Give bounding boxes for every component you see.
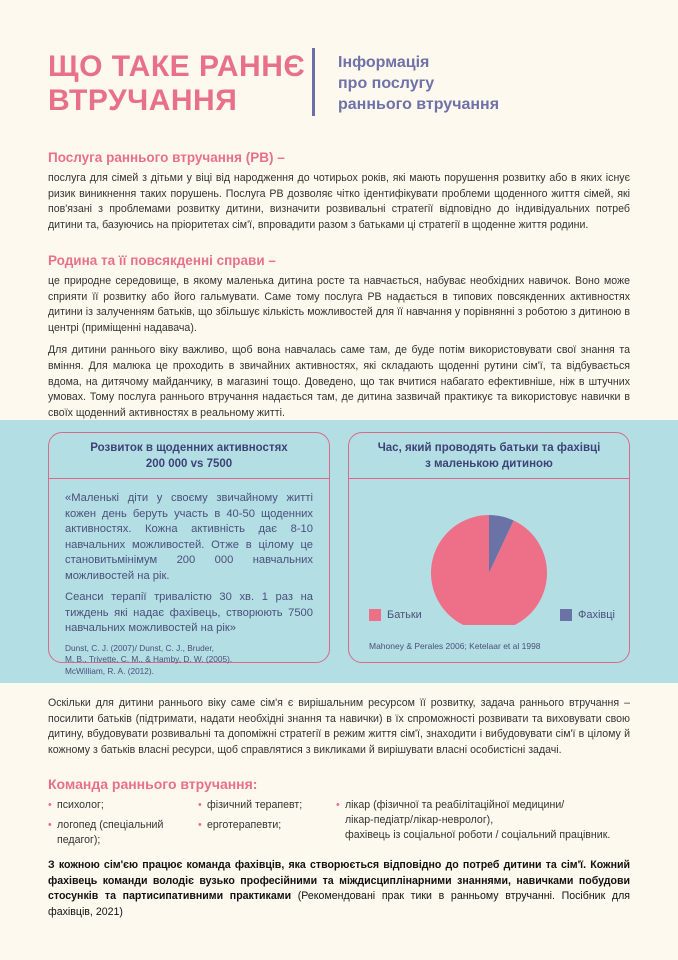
section-role: [48, 696, 630, 758]
section-family: [48, 253, 630, 421]
team-member: • логопед (спеціальний педагог);: [48, 818, 198, 848]
page-title: ЩО ТАКЕ РАННЄ ВТРУЧАННЯ: [48, 50, 306, 117]
team-member: • фізичний терапевт;: [198, 798, 336, 813]
chart-title: Час, який проводять батьки та фахівці з маленькою дитиною: [349, 433, 629, 479]
team-member: • лікар (фізичної та реабілітаційної медицини/ лікар-педіатр/лікар-невролог), фахівець із соціальної роботи / соціальний працівник.: [336, 798, 610, 843]
chart-box: [348, 432, 630, 663]
reference: Dunst, C. J. (2007)/ Dunst, C. J., Bruder, M. B., Trivette, C. M., & Hamby, D. W. (2005). McWilliam, R. A. (2012).: [65, 642, 233, 676]
box-title: Розвиток в щоденних активностях 200 000 vs 7500: [49, 433, 329, 479]
section-text: Для дитини раннього віку важливо, щоб вона навчалась саме там, де буде потім використовувати свої знання та вміння. Для малюка це проходить в звичайних активностях, які складають щоденні рутини сім'ї, та відбувається вдома, на дитячому майданчику, в магазині тощо. Доведено, що так вчитися набагато ефективніше, ніж в штучних умовах. Тому послуга раннього втручання надається там, де дитина зазвичай практикує та використовує навички в своїх щоденний активностях в реальному житті.: [48, 344, 630, 419]
quote: «Маленькі діти у своєму звичайному житті кожен день беруть участь в 40-50 щоденних активностях. Кожна активність дає 8-10 навчальних можливостей. Отже в цілому це становитьмінімум 200 000 навчальних можливостей на рік. Сеанси терапії тривалістю 30 хв. 1 раз на тиждень які надає фахівець, створюють 7500 навчальних можливостей на рік» Dunst, C. J. (2007)/ Dunst, C. J., Bruder, M. B., Trivette, C. M., & Hamby, D. W. (2005). McWilliam, R. A. (2012).: [65, 492, 313, 676]
section-text: Оскільки для дитини раннього віку саме сім'я є вирішальним ресурсом її розвитку, задача раннього втручання – посилити батьків (підтримати, надати необхідні знання та навички) в їх спроможності розвивати та виховувати свою дитину, вбудовувати розвивальні та допоміжні стратегії в режим життя сім'ї, знаходити і вибудовувати сім'ї в цілому й кожному з батьків власні ресурси, щоб справлятися з викликами й вирішувати власні особистісні задачі.: [48, 697, 630, 756]
legend-item-specialists: Фахівці: [560, 609, 615, 621]
section-heading: Послуга раннього втручання (РВ) –: [48, 150, 285, 165]
pie-slice-parents: [431, 515, 547, 625]
section-text: послуга для сімей з дітьми у віці від народження до чотирьох років, які мають порушення розвитку або в яких існує ризик виникнення таких порушень. Послуга РВ дозволяє чітко ідентифікувати проблеми щоденного життя сімей, які пов'язані з проблемами розвитку дитини, визначити розвивальні стратегії відповідно до індивідуальних потреб дитини та, базуючись на пріоритетах сім'ї, впровадити разом з батьками ці стратегії в щоденне життя родини.: [48, 172, 630, 231]
team-member: • ерготерапевти;: [198, 818, 336, 833]
pie-chart: [349, 485, 631, 625]
team-member: • психолог;: [48, 798, 198, 813]
page-subtitle: Інформація про послугу раннього втручання: [338, 54, 500, 113]
legend-item-parents: Батьки: [369, 609, 422, 621]
chart-source: Mahoney & Perales 2006; Ketelaar et al 1998: [369, 641, 541, 651]
legend-swatch: [369, 609, 381, 621]
section-service: [48, 150, 630, 233]
legend-swatch: [560, 609, 572, 621]
title-divider: [312, 48, 315, 116]
section-text: це природне середовище, в якому маленька дитина росте та навчається, набуває необхідних навичок. Воно може сприяти її розвитку або його гальмувати. Саме тому послуга РВ надається в типових повсякденних активностях дитини із залученням батьків, що збільшує кількість можливостей для її навчання у порівнянні з роботою з дитиною в центрі (приміщенні надавача).: [48, 275, 630, 334]
activities-box: [48, 432, 330, 676]
section-team: [48, 776, 630, 853]
section-heading: Команда раннього втручання:: [48, 776, 258, 792]
section-heading: Родина та її повсякденні справи –: [48, 253, 276, 268]
section-footer: З кожною сім'єю працює команда фахівців, яка створюється відповідно до потреб дитини та сім'ї. Кожний фахівець команди володіє вузько професійними та міждисциплінарними знаннями, навичками побудови стосунків та партисипативними практиками (Рекомендовані прак тики в ранньому втручанні. Посібник для фахівців, 2021): [48, 859, 630, 918]
